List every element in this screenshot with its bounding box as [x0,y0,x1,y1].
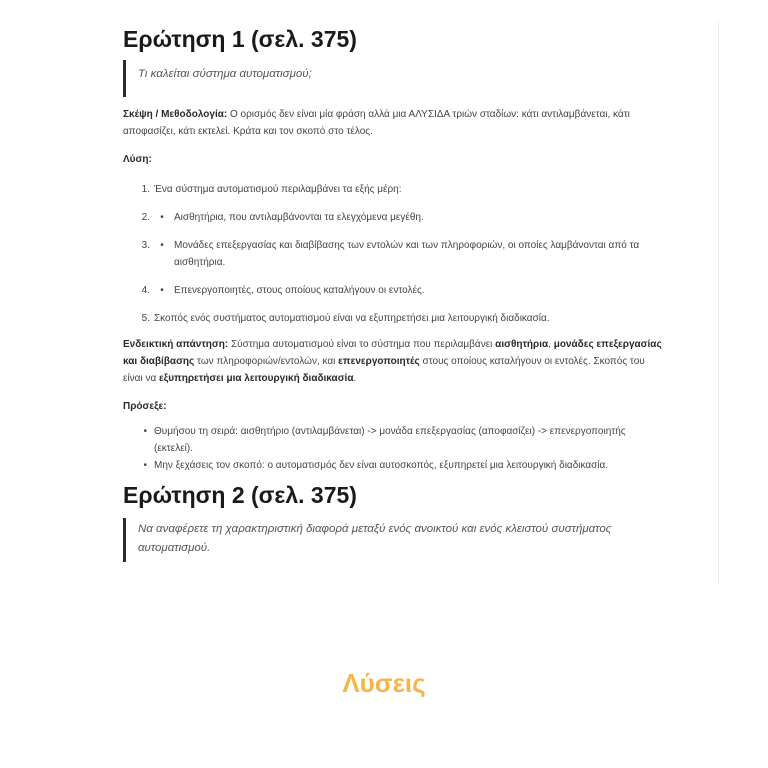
list-item [123,181,663,198]
answer-bold-term: μονάδες επεξεργασίας και διαβίβασης [123,339,662,367]
list-number: 2. [141,212,150,223]
page-edge-divider [718,22,719,584]
list-item-text: Επενεργοποιητές, στους οποίους καταλήγουν οι εντολές. [174,285,425,296]
methodology-label: Σκέψη / Μεθοδολογία: [123,109,228,120]
list-item [123,310,663,327]
list-item-text: Μην ξεχάσεις τον σκοπό: ο αυτοματισμός δεν είναι αυτοσκοπός, εξυπηρετεί μια λειτουργική διαδικασία. [154,460,609,471]
list-item-text: Ένα σύστημα αυτοματισμού περιλαμβάνει τα εξής μέρη: [154,184,402,195]
answer-bold-term: αισθητήρια [495,339,549,350]
answer-bold-term: εξυπηρετήσει μια λειτουργική διαδικασία [159,373,354,384]
list-item [123,209,663,226]
solution-heading: Λύση: [123,154,152,165]
bullet-icon: • [160,240,164,251]
list-item-text: Σκοπός ενός συστήματος αυτοματισμού είναι να εξυπηρετήσει μια λειτουργική διαδικασία. [154,313,550,324]
list-item-text: Μονάδες επεξεργασίας και διαβίβασης των εντολών και των πληροφοριών, οι οποίες λαμβάνονται από τα αισθητήρια. [174,240,640,268]
list-number: 3. [141,240,150,251]
solutions-heading: Λύσεις [342,668,426,698]
list-number: 1. [141,184,150,195]
list-number: 4. [141,285,150,296]
list-number: 5. [141,313,150,324]
question-1-quote: Τι καλείται σύστημα αυτοματισμού; [123,60,663,97]
attention-list [123,423,663,474]
list-item [123,237,663,271]
bullet-icon: • [143,426,147,437]
list-item [123,282,663,299]
methodology-paragraph [123,106,663,140]
bullet-icon: • [143,460,147,471]
list-item [123,423,663,457]
methodology-text: Ο ορισμός δεν είναι μία φράση αλλά μια ΑΛΥΣΙΔΑ τριών σταδίων: κάτι αντιλαμβάνεται, κάτι αποφασίζει, κάτι εκτελεί. Κράτα και τον σκοπό στο τέλος. [123,109,630,137]
bullet-icon: • [160,212,164,223]
answer-bold-term: επενεργοποιητές [338,356,420,367]
attention-heading: Πρόσεξε: [123,401,167,412]
list-item-text: Θυμήσου τη σειρά: αισθητήριο (αντιλαμβάνεται) -> μονάδα επεξεργασίας (αποφασίζει) -> επενεργοποιητής (εκτελεί). [154,426,626,454]
document-content [123,24,663,562]
answer-label: Ενδεικτική απάντηση: [123,339,229,350]
bullet-icon: • [160,285,164,296]
list-item-text: Αισθητήρια, που αντιλαμβάνονται τα ελεγχόμενα μεγέθη. [174,212,424,223]
list-item [123,457,663,474]
question-2-title: Ερώτηση 2 (σελ. 375) [123,482,357,508]
answer-paragraph: Ενδεικτική απάντηση: Σύστημα αυτοματισμού είναι το σύστημα που περιλαμβάνει αισθητήρια, μονάδες επεξεργασίας και διαβίβασης των πληροφοριών/εντολών, και επενεργοποιητές στους οποίους καταλήγουν οι εντολές. Σκοπός του είναι να εξυπηρετήσει μια λειτουργική διαδικασία. [123,339,662,384]
question-1-title: Ερώτηση 1 (σελ. 375) [123,26,357,52]
question-2-quote: Να αναφέρετε τη χαρακτηριστική διαφορά μεταξύ ενός ανοικτού και ενός κλειστού συστήματος αυτοματισμού. [123,518,648,562]
solution-list [123,181,663,327]
